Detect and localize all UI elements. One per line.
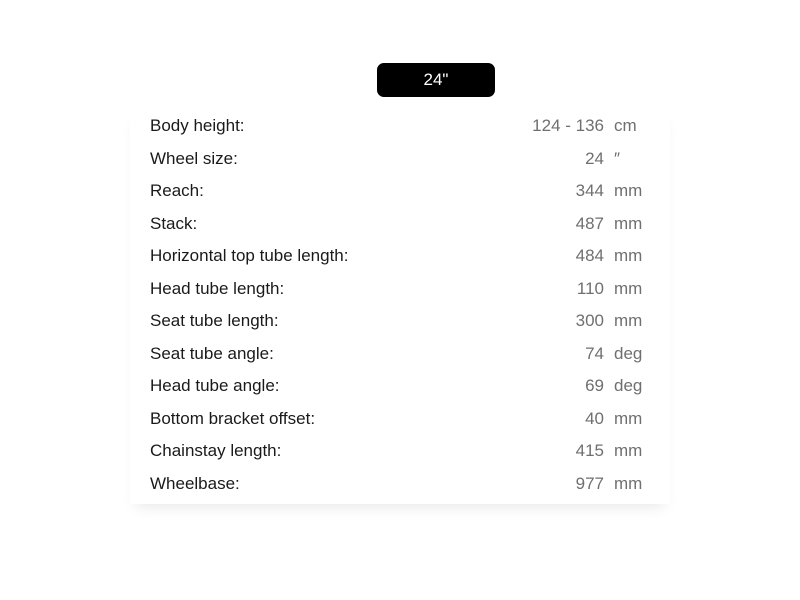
- geometry-unit: mm: [614, 181, 643, 200]
- geometry-unit: deg: [614, 343, 643, 363]
- size-tab-24[interactable]: [377, 63, 495, 97]
- geometry-unit: mm: [614, 408, 643, 428]
- geometry-value: 977: [575, 473, 604, 493]
- geometry-label: Wheelbase:: [150, 473, 240, 493]
- geometry-value: 110: [576, 278, 604, 298]
- size-tab-label: 24": [423, 70, 449, 89]
- geometry-unit: mm: [614, 311, 643, 330]
- geometry-value: 415: [575, 441, 604, 460]
- geometry-value: 487: [575, 213, 604, 233]
- geometry-row-reach: [130, 175, 670, 207]
- geometry-table: [130, 110, 670, 504]
- geometry-row-wheelbase: [130, 468, 670, 500]
- geometry-value: 74: [585, 343, 604, 363]
- geometry-value: 124 - 136: [532, 116, 604, 135]
- geometry-unit: mm: [614, 278, 643, 298]
- geometry-label: Chainstay length:: [150, 441, 282, 460]
- geometry-label: Wheel size:: [150, 148, 238, 168]
- geometry-value: 300: [575, 311, 604, 330]
- geometry-label: Stack:: [150, 213, 198, 233]
- geometry-value: 40: [585, 408, 604, 428]
- geometry-unit: mm: [614, 441, 643, 460]
- geometry-row-body-height: [130, 110, 670, 142]
- geometry-row-head-tube-length: [130, 273, 670, 305]
- geometry-row-seat-tube-angle: [130, 338, 670, 370]
- geometry-unit: mm: [614, 213, 643, 233]
- geometry-row-top-tube: [130, 240, 670, 272]
- geometry-unit: mm: [614, 246, 643, 265]
- geometry-row-wheel-size: [130, 143, 670, 175]
- geometry-value: 69: [585, 376, 604, 395]
- geometry-label: Bottom bracket offset:: [150, 408, 316, 428]
- geometry-value: 24: [585, 148, 604, 168]
- geometry-unit: cm: [614, 116, 637, 135]
- geometry-label: Body height:: [150, 116, 245, 135]
- geometry-value: 344: [575, 181, 604, 200]
- geometry-label: Head tube angle:: [150, 376, 280, 395]
- geometry-unit: deg: [614, 376, 643, 395]
- geometry-row-stack: [130, 208, 670, 240]
- geometry-label: Horizontal top tube length:: [150, 246, 349, 265]
- geometry-row-bottom-bracket-offset: [130, 403, 670, 435]
- geometry-row-chainstay-length: [130, 435, 670, 467]
- geometry-label: Reach:: [150, 181, 204, 200]
- geometry-label: Seat tube length:: [150, 311, 279, 330]
- geometry-row-head-tube-angle: [130, 370, 670, 402]
- geometry-unit: ″: [614, 148, 621, 168]
- geometry-unit: mm: [614, 473, 643, 493]
- geometry-row-seat-tube-length: [130, 305, 670, 337]
- geometry-label: Head tube length:: [150, 278, 285, 298]
- geometry-value: 484: [575, 246, 604, 265]
- geometry-label: Seat tube angle:: [150, 343, 274, 363]
